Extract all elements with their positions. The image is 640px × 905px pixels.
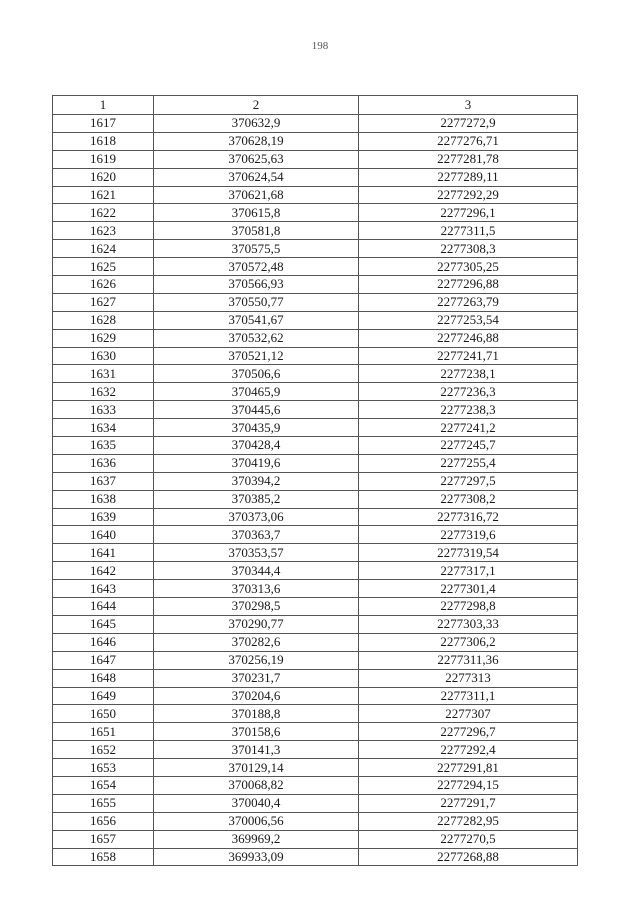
point-number-cell: 1632: [53, 383, 154, 401]
table-row: [53, 651, 578, 669]
x-coordinate-cell: 370282,6: [154, 633, 359, 651]
table-row: [53, 472, 578, 490]
table-row: [53, 132, 578, 150]
x-coordinate-cell: 370141,3: [154, 741, 359, 759]
point-number-cell: 1633: [53, 401, 154, 419]
x-coordinate-cell: 370385,2: [154, 490, 359, 508]
table-row: [53, 830, 578, 848]
x-coordinate-cell: 370394,2: [154, 472, 359, 490]
x-coordinate-cell: 370532,62: [154, 329, 359, 347]
table-row: [53, 276, 578, 294]
y-coordinate-cell: 2277317,1: [359, 562, 578, 580]
table-row: [53, 258, 578, 276]
y-coordinate-cell: 2277308,2: [359, 490, 578, 508]
table-row: [53, 437, 578, 455]
table-row: [53, 812, 578, 830]
point-number-cell: 1642: [53, 562, 154, 580]
y-coordinate-cell: 2277311,1: [359, 687, 578, 705]
point-number-cell: 1628: [53, 311, 154, 329]
x-coordinate-cell: 370624,54: [154, 168, 359, 186]
point-number-cell: 1658: [53, 848, 154, 866]
y-coordinate-cell: 2277272,9: [359, 115, 578, 133]
point-number-cell: 1639: [53, 508, 154, 526]
table-row: [53, 293, 578, 311]
table-row: [53, 365, 578, 383]
y-coordinate-cell: 2277291,81: [359, 759, 578, 777]
point-number-cell: 1648: [53, 669, 154, 687]
point-number-cell: 1643: [53, 580, 154, 598]
y-coordinate-cell: 2277306,2: [359, 633, 578, 651]
point-number-cell: 1629: [53, 329, 154, 347]
point-number-cell: 1620: [53, 168, 154, 186]
table-row: [53, 848, 578, 866]
y-coordinate-cell: 2277316,72: [359, 508, 578, 526]
table-row: [53, 204, 578, 222]
column-header-2: 2: [154, 96, 359, 115]
x-coordinate-cell: 369969,2: [154, 830, 359, 848]
x-coordinate-cell: 370158,6: [154, 723, 359, 741]
point-number-cell: 1647: [53, 651, 154, 669]
table-row: [53, 115, 578, 133]
y-coordinate-cell: 2277307: [359, 705, 578, 723]
y-coordinate-cell: 2277238,1: [359, 365, 578, 383]
point-number-cell: 1653: [53, 759, 154, 777]
table-row: [53, 544, 578, 562]
point-number-cell: 1618: [53, 132, 154, 150]
point-number-cell: 1617: [53, 115, 154, 133]
point-number-cell: 1630: [53, 347, 154, 365]
point-number-cell: 1654: [53, 776, 154, 794]
point-number-cell: 1624: [53, 240, 154, 258]
y-coordinate-cell: 2277253,54: [359, 311, 578, 329]
table-row: [53, 508, 578, 526]
point-number-cell: 1636: [53, 454, 154, 472]
table-body: [53, 115, 578, 866]
y-coordinate-cell: 2277319,6: [359, 526, 578, 544]
table-row: [53, 454, 578, 472]
point-number-cell: 1631: [53, 365, 154, 383]
header-row: [53, 96, 578, 115]
table-row: [53, 759, 578, 777]
y-coordinate-cell: 2277270,5: [359, 830, 578, 848]
y-coordinate-cell: 2277289,11: [359, 168, 578, 186]
table-row: [53, 669, 578, 687]
x-coordinate-cell: 370615,8: [154, 204, 359, 222]
x-coordinate-cell: 370204,6: [154, 687, 359, 705]
x-coordinate-cell: 370550,77: [154, 293, 359, 311]
table-row: [53, 526, 578, 544]
table-row: [53, 401, 578, 419]
x-coordinate-cell: 370373,06: [154, 508, 359, 526]
x-coordinate-cell: 370068,82: [154, 776, 359, 794]
y-coordinate-cell: 2277298,8: [359, 598, 578, 616]
point-number-cell: 1651: [53, 723, 154, 741]
y-coordinate-cell: 2277301,4: [359, 580, 578, 598]
table-row: [53, 794, 578, 812]
point-number-cell: 1627: [53, 293, 154, 311]
coordinates-table: [52, 95, 578, 866]
x-coordinate-cell: 370313,6: [154, 580, 359, 598]
column-header-3: 3: [359, 96, 578, 115]
x-coordinate-cell: 370419,6: [154, 454, 359, 472]
y-coordinate-cell: 2277246,88: [359, 329, 578, 347]
point-number-cell: 1657: [53, 830, 154, 848]
y-coordinate-cell: 2277255,4: [359, 454, 578, 472]
x-coordinate-cell: 370572,48: [154, 258, 359, 276]
page-number: 198: [311, 40, 329, 52]
point-number-cell: 1623: [53, 222, 154, 240]
y-coordinate-cell: 2277281,78: [359, 150, 578, 168]
x-coordinate-cell: 370621,68: [154, 186, 359, 204]
point-number-cell: 1621: [53, 186, 154, 204]
table-row: [53, 347, 578, 365]
table-row: [53, 168, 578, 186]
x-coordinate-cell: 370541,67: [154, 311, 359, 329]
x-coordinate-cell: 370506,6: [154, 365, 359, 383]
x-coordinate-cell: 370231,7: [154, 669, 359, 687]
y-coordinate-cell: 2277319,54: [359, 544, 578, 562]
table-row: [53, 490, 578, 508]
x-coordinate-cell: 370628,19: [154, 132, 359, 150]
x-coordinate-cell: 370298,5: [154, 598, 359, 616]
x-coordinate-cell: 370188,8: [154, 705, 359, 723]
table-row: [53, 723, 578, 741]
y-coordinate-cell: 2277245,7: [359, 437, 578, 455]
x-coordinate-cell: 370521,12: [154, 347, 359, 365]
point-number-cell: 1625: [53, 258, 154, 276]
point-number-cell: 1652: [53, 741, 154, 759]
table-row: [53, 687, 578, 705]
table-row: [53, 633, 578, 651]
point-number-cell: 1656: [53, 812, 154, 830]
y-coordinate-cell: 2277297,5: [359, 472, 578, 490]
x-coordinate-cell: 370006,56: [154, 812, 359, 830]
point-number-cell: 1655: [53, 794, 154, 812]
y-coordinate-cell: 2277305,25: [359, 258, 578, 276]
y-coordinate-cell: 2277311,5: [359, 222, 578, 240]
table-row: [53, 150, 578, 168]
table-row: [53, 776, 578, 794]
point-number-cell: 1650: [53, 705, 154, 723]
table-row: [53, 615, 578, 633]
y-coordinate-cell: 2277296,7: [359, 723, 578, 741]
table-row: [53, 598, 578, 616]
y-coordinate-cell: 2277308,3: [359, 240, 578, 258]
x-coordinate-cell: 370465,9: [154, 383, 359, 401]
x-coordinate-cell: 370290,77: [154, 615, 359, 633]
y-coordinate-cell: 2277236,3: [359, 383, 578, 401]
point-number-cell: 1640: [53, 526, 154, 544]
x-coordinate-cell: 370632,9: [154, 115, 359, 133]
table-header: [53, 96, 578, 115]
y-coordinate-cell: 2277268,88: [359, 848, 578, 866]
y-coordinate-cell: 2277296,88: [359, 276, 578, 294]
point-number-cell: 1637: [53, 472, 154, 490]
y-coordinate-cell: 2277263,79: [359, 293, 578, 311]
y-coordinate-cell: 2277296,1: [359, 204, 578, 222]
point-number-cell: 1644: [53, 598, 154, 616]
table-row: [53, 383, 578, 401]
x-coordinate-cell: 370129,14: [154, 759, 359, 777]
y-coordinate-cell: 2277313: [359, 669, 578, 687]
x-coordinate-cell: 370363,7: [154, 526, 359, 544]
point-number-cell: 1645: [53, 615, 154, 633]
point-number-cell: 1641: [53, 544, 154, 562]
x-coordinate-cell: 370428,4: [154, 437, 359, 455]
x-coordinate-cell: 370040,4: [154, 794, 359, 812]
point-number-cell: 1634: [53, 419, 154, 437]
y-coordinate-cell: 2277241,2: [359, 419, 578, 437]
point-number-cell: 1635: [53, 437, 154, 455]
x-coordinate-cell: 370344,4: [154, 562, 359, 580]
x-coordinate-cell: 370566,93: [154, 276, 359, 294]
y-coordinate-cell: 2277292,4: [359, 741, 578, 759]
y-coordinate-cell: 2277276,71: [359, 132, 578, 150]
point-number-cell: 1646: [53, 633, 154, 651]
y-coordinate-cell: 2277311,36: [359, 651, 578, 669]
y-coordinate-cell: 2277291,7: [359, 794, 578, 812]
column-header-1: 1: [53, 96, 154, 115]
table-row: [53, 186, 578, 204]
x-coordinate-cell: 369933,09: [154, 848, 359, 866]
point-number-cell: 1649: [53, 687, 154, 705]
table-row: [53, 705, 578, 723]
table-row: [53, 741, 578, 759]
x-coordinate-cell: 370353,57: [154, 544, 359, 562]
y-coordinate-cell: 2277292,29: [359, 186, 578, 204]
table-row: [53, 240, 578, 258]
point-number-cell: 1622: [53, 204, 154, 222]
x-coordinate-cell: 370625,63: [154, 150, 359, 168]
x-coordinate-cell: 370256,19: [154, 651, 359, 669]
y-coordinate-cell: 2277282,95: [359, 812, 578, 830]
table-row: [53, 222, 578, 240]
table-row: [53, 562, 578, 580]
table-row: [53, 419, 578, 437]
y-coordinate-cell: 2277303,33: [359, 615, 578, 633]
point-number-cell: 1638: [53, 490, 154, 508]
y-coordinate-cell: 2277241,71: [359, 347, 578, 365]
table-row: [53, 329, 578, 347]
x-coordinate-cell: 370575,5: [154, 240, 359, 258]
y-coordinate-cell: 2277238,3: [359, 401, 578, 419]
point-number-cell: 1619: [53, 150, 154, 168]
x-coordinate-cell: 370435,9: [154, 419, 359, 437]
table-row: [53, 580, 578, 598]
x-coordinate-cell: 370581,8: [154, 222, 359, 240]
y-coordinate-cell: 2277294,15: [359, 776, 578, 794]
x-coordinate-cell: 370445,6: [154, 401, 359, 419]
table-row: [53, 311, 578, 329]
point-number-cell: 1626: [53, 276, 154, 294]
